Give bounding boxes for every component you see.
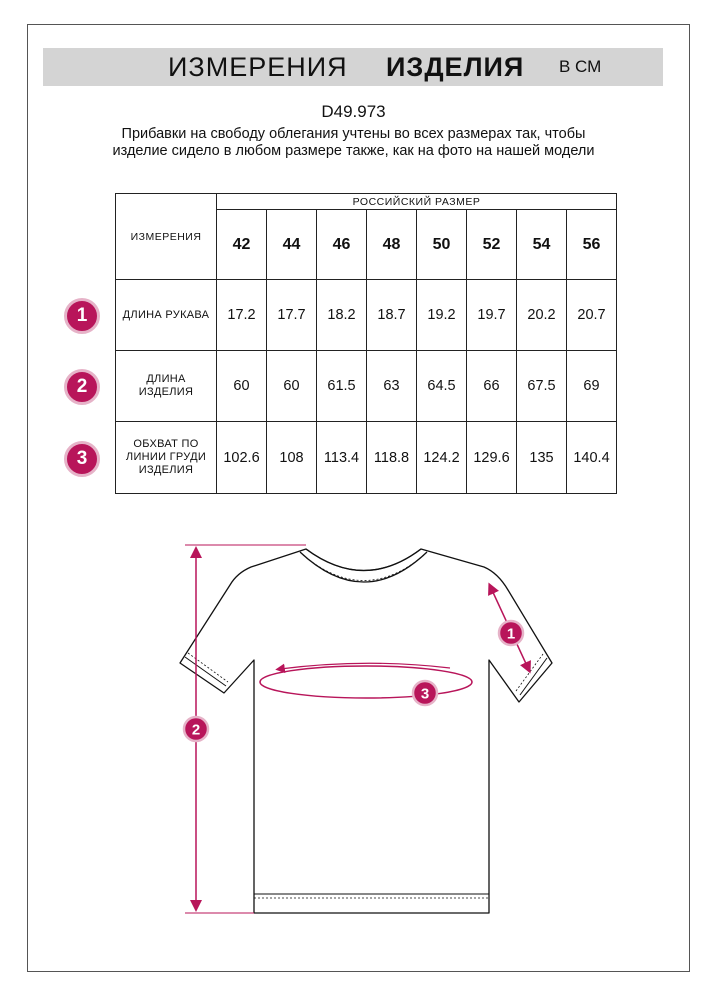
- row-label-sleeve-length: ДЛИНА РУКАВА: [116, 280, 217, 351]
- table-cell: 118.8: [367, 422, 417, 494]
- size-header: 54: [517, 210, 567, 280]
- row-number-badge-3: 3: [64, 441, 100, 477]
- size-header: 42: [217, 210, 267, 280]
- table-cell: 63: [367, 351, 417, 422]
- size-header: 44: [267, 210, 317, 280]
- measure-header: ИЗМЕРЕНИЯ: [116, 194, 217, 280]
- title-unit: В СМ: [559, 57, 602, 76]
- marker-3-label: 3: [420, 685, 430, 703]
- row-label-text: ДЛИНА ИЗДЕЛИЯ: [138, 373, 194, 398]
- fit-note: Прибавки на свободу облегания учтены во всех размерах так, чтобы изделие сидело в любом размере также, как на фото на нашей модели: [112, 126, 595, 159]
- title-garment: ИЗДЕЛИЯ: [386, 52, 525, 82]
- table-cell: 135: [517, 422, 567, 494]
- table-cell: 102.6: [217, 422, 267, 494]
- size-header: 46: [317, 210, 367, 280]
- size-header: 56: [567, 210, 617, 280]
- table-cell: 140.4: [567, 422, 617, 494]
- table-cell: 18.7: [367, 280, 417, 351]
- marker-1-label: 1: [506, 625, 516, 643]
- table-cell: 18.2: [317, 280, 367, 351]
- table-cell: 60: [267, 351, 317, 422]
- table-cell: 20.2: [517, 280, 567, 351]
- tshirt-outline: [180, 549, 552, 913]
- table-cell: 20.7: [567, 280, 617, 351]
- table-cell: 129.6: [467, 422, 517, 494]
- table-cell: 17.2: [217, 280, 267, 351]
- table-cell: 69: [567, 351, 617, 422]
- size-header: 50: [417, 210, 467, 280]
- sleeve-measure-marker: [491, 588, 528, 668]
- chest-measure-marker: [260, 663, 472, 705]
- table-cell: 19.2: [417, 280, 467, 351]
- table-cell: 113.4: [317, 422, 367, 494]
- size-header: 52: [467, 210, 517, 280]
- marker-2-label: 2: [191, 721, 201, 739]
- row-label-text: ОБХВАТ ПО ЛИНИИ ГРУДИ ИЗДЕЛИЯ: [125, 438, 207, 476]
- table-cell: 61.5: [317, 351, 367, 422]
- length-measure-marker: [184, 545, 306, 913]
- row-number-badge-1: 1: [64, 298, 100, 334]
- product-code: D49.973: [321, 102, 386, 121]
- chest-ellipse: [260, 666, 472, 698]
- table-cell: 66: [467, 351, 517, 422]
- table-cell: 17.7: [267, 280, 317, 351]
- table-cell: 64.5: [417, 351, 467, 422]
- size-group-header: РОССИЙСКИЙ РАЗМЕР: [217, 194, 617, 210]
- table-cell: 124.2: [417, 422, 467, 494]
- table-cell: 108: [267, 422, 317, 494]
- row-number-badge-2: 2: [64, 369, 100, 405]
- size-header: 48: [367, 210, 417, 280]
- table-cell: 60: [217, 351, 267, 422]
- table-cell: 19.7: [467, 280, 517, 351]
- title-measurements: ИЗМЕРЕНИЯ: [168, 52, 348, 82]
- table-cell: 67.5: [517, 351, 567, 422]
